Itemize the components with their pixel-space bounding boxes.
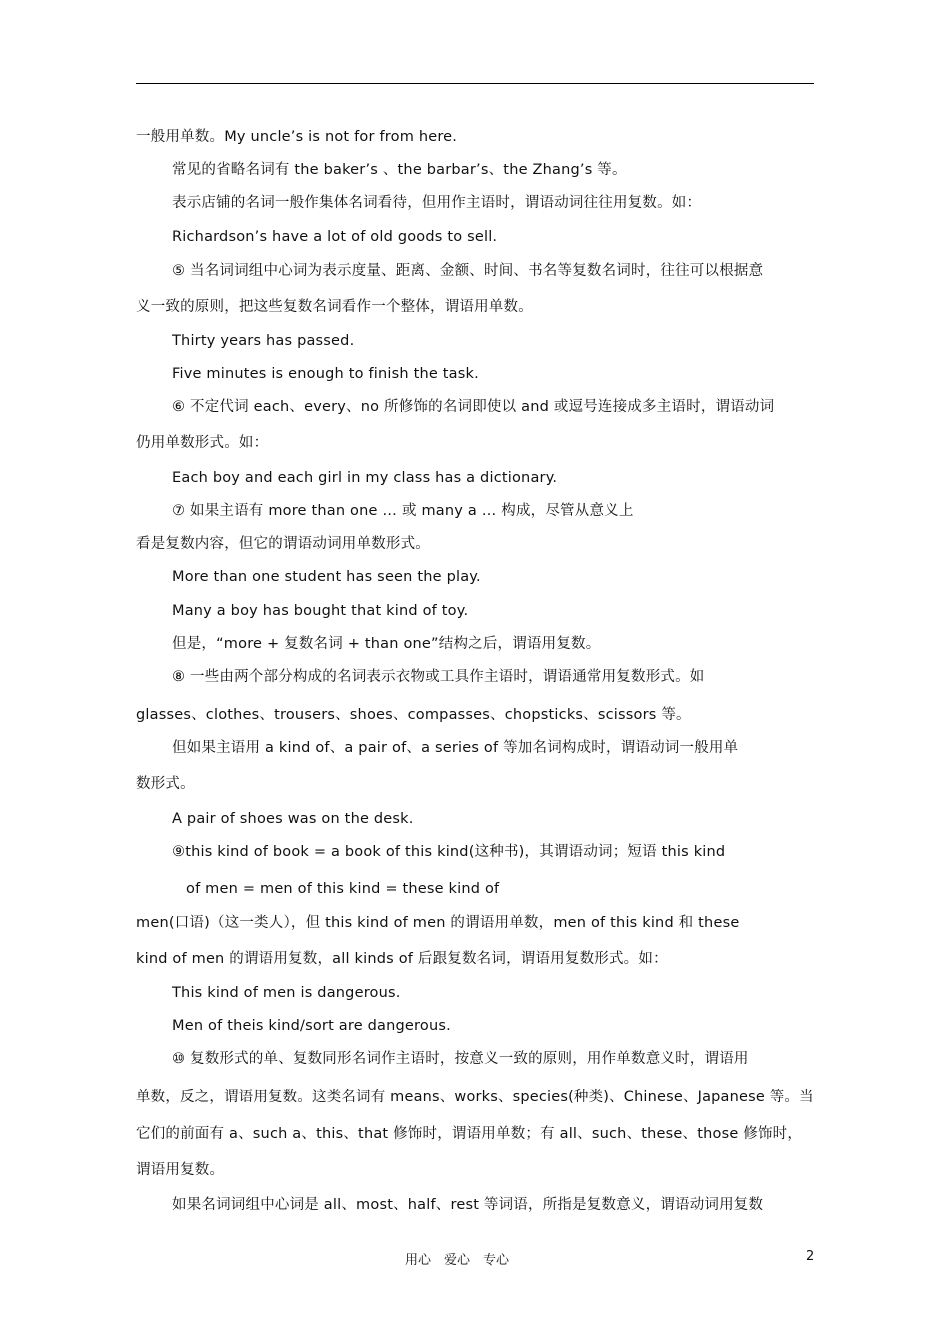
text-line: ⑦ 如果主语有 more than one … 或 many a … 构成，尽管从意义上	[172, 503, 634, 519]
text-line: 如果名词词组中心词是 all、most、half、rest 等词语，所指是复数意义，谓语动词用复数	[172, 1197, 764, 1213]
text-line: 看是复数内容，但它的谓语动词用单数形式。	[136, 536, 430, 552]
text-line: Many a boy has bought that kind of toy.	[172, 603, 469, 619]
text-line: Men of theis kind/sort are dangerous.	[172, 1018, 451, 1034]
text-line: men(口语)（这一类人），但 this kind of men 的谓语用单数，men of this kind 和 these	[136, 915, 740, 931]
text-line: 它们的前面有 a、such a、this、that 修饰时，谓语用单数；有 all、such、these、those 修饰时，	[136, 1126, 803, 1142]
text-line: 谓语用复数。	[136, 1162, 225, 1178]
text-line: 仍用单数形式。如：	[136, 435, 269, 451]
text-line: 表示店铺的名词一般作集体名词看待，但用作主语时，谓语动词往往用复数。如：	[172, 195, 702, 211]
text-line: 单数，反之，谓语用复数。这类名词有 means、works、species(种类)、Chinese、Japanese 等。当	[136, 1089, 814, 1105]
text-line: ⑥ 不定代词 each、every、no 所修饰的名词即使以 and 或逗号连接成多主语时，谓语动词	[172, 399, 775, 415]
text-line: ⑧ 一些由两个部分构成的名词表示衣物或工具作主语时，谓语通常用复数形式。如	[172, 669, 705, 685]
text-line: Five minutes is enough to finish the task.	[172, 366, 479, 382]
text-line: 但是，“more + 复数名词 + than one”结构之后，谓语用复数。	[172, 636, 601, 652]
text-line: This kind of men is dangerous.	[172, 985, 401, 1001]
text-line: glasses、clothes、trousers、shoes、compasses、chopsticks、scissors 等。	[136, 707, 691, 723]
text-line: Each boy and each girl in my class has a dictionary.	[172, 470, 558, 486]
footer-motto: 用心 爱心 专心	[405, 1253, 510, 1268]
header-rule	[136, 83, 814, 84]
text-line: ⑤ 当名词词组中心词为表示度量、距离、金额、时间、书名等复数名词时，往往可以根据意	[172, 263, 764, 279]
text-line: 常见的省略名词有 the baker’s 、the barbar’s、the Zhang’s 等。	[172, 162, 627, 178]
text-line: More than one student has seen the play.	[172, 569, 481, 585]
text-line: 义一致的原则，把这些复数名词看作一个整体，谓语用单数。	[136, 299, 533, 315]
text-line: 但如果主语用 a kind of、a pair of、a series of 等加名词构成时，谓语动词一般用单	[172, 740, 739, 756]
text-line: kind of men 的谓语用复数，all kinds of 后跟复数名词，谓语用复数形式。如：	[136, 951, 668, 967]
text-line: ⑩ 复数形式的单、复数同形名词作主语时，按意义一致的原则，用作单数意义时，谓语用	[172, 1051, 749, 1067]
text-line: Richardson’s have a lot of old goods to sell.	[172, 229, 498, 245]
text-line: A pair of shoes was on the desk.	[172, 811, 414, 827]
page-number: 2	[806, 1249, 815, 1264]
text-line: Thirty years has passed.	[172, 333, 355, 349]
text-line: 数形式。	[136, 776, 195, 792]
text-line: 一般用单数。My uncle’s is not for from here.	[136, 129, 458, 145]
text-line: of men = men of this kind = these kind of	[186, 881, 500, 897]
text-line: ⑨this kind of book = a book of this kind(这种书)，其谓语动词；短语 this kind	[172, 844, 726, 860]
